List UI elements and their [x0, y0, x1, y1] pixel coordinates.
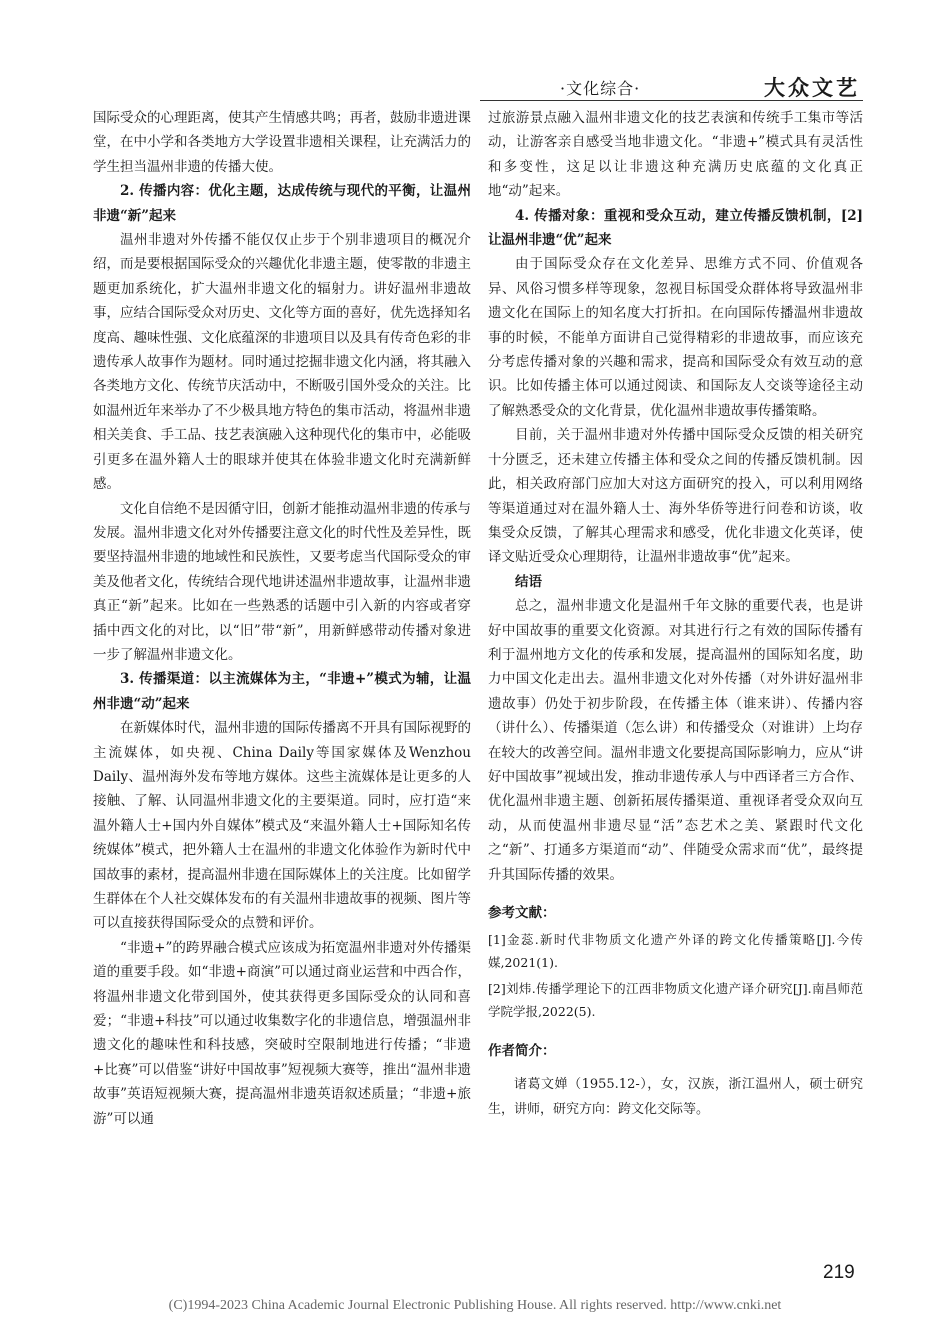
paragraph: 作者简介：: [488, 1043, 556, 1060]
reference-item: [1]金蕊.新时代非物质文化遗产外译的跨文化传播策略[J].今传媒,2021(1).: [488, 932, 863, 971]
section-heading: 2. 传播内容：优化主题，达成传统与现代的平衡，让温州非遗“新”起来: [93, 183, 471, 224]
section-heading: 4. 传播对象：重视和受众互动，建立传播反馈机制，[2]让温州非遗“优”起来: [488, 207, 863, 249]
copyright-footer: (C)1994-2023 China Academic Journal Electronic Publishing House. All rights reserved. http://www.cnki.net: [168, 1298, 782, 1313]
paragraph: “非遗+”的跨界融合模式应该成为拓宽温州非遗对外传播渠道的重要手段。如“非遗+商演”可以通过商业运营和中西合作，将温州非遗文化带到国外，使其获得更多国际受众的认同和喜爱；“非遗+科技”可以通过收集数字化的非遗信息，增强温州非遗文化的趣味性和科技感，突破时空限制地进行传播；“非遗+比赛”可以借鉴“讲好中国故事”短视频大赛等，推出“温州非遗故事”英语短视频大赛，提高温州非遗英语叙述质量；“非遗+旅游”可以通: [93, 939, 471, 1127]
paragraph: 总之，温州非遗文化是温州千年文脉的重要代表，也是讲好中国故事的重要文化资源。对其进行行之有效的国际传播有利于温州地方文化的传承和发展，提高温州的国际知名度，助力中国文化走出去。温州非遗文化对外传播（对外讲好温州非遗故事）仍处于初步阶段，在传播主体（谁来讲）、传播内容（讲什么）、传播渠道（怎么讲）和传播受众（对谁讲）上均存在较大的改善空间。温州非遗文化要提高国际影响力，应从“讲好中国故事”视域出发，推动非遗传承人与中西译者三方合作、优化温州非遗主题、创新拓展传播渠道、重视译者受众双向互动，从而使温州非遗尽显“活”态艺术之美、紧跟时代文化之“新”、打通多方渠道而“动”、伴随受众需求而“优”，最终提升其国际传播的效果。: [488, 598, 863, 883]
left-column: [93, 106, 471, 1131]
reference-item: 参考文献：: [488, 905, 556, 921]
section-heading: 3. 传播渠道：以主流媒体为主，“非遗+”模式为辅，让温州非遗“动”起来: [93, 671, 471, 712]
magazine-title: 大众文艺: [764, 75, 860, 100]
section-label: ·文化综合·: [560, 79, 641, 98]
page-number: 219: [823, 1262, 855, 1283]
header-rule: [480, 100, 863, 101]
reference-item: [2]刘炜.传播学理论下的江西非物质文化遗产译介研究[J].南昌师范学院学报,2022(5).: [488, 981, 863, 1020]
paragraph: 过旅游景点融入温州非遗文化的技艺表演和传统手工集市等活动，让游客亲自感受当地非遗文化。“非遗+”模式具有灵活性和多变性，这足以让非遗这种充满历史底蕴的文化真正地“动”起来。: [488, 110, 863, 200]
paragraph: 在新媒体时代，温州非遗的国际传播离不开具有国际视野的主流媒体，如央视、China Daily等国家媒体及Wenzhou Daily、温州海外发布等地方媒体。这些主流媒体是让更多的人接触、了解、认同温州非遗文化的主要渠道。同时，应打造“来温外籍人士+国内外自媒体”模式及“来温外籍人士+国际知名传统媒体”模式，把外籍人士在温州的非遗文化体验作为新时代中国故事的素材，提高温州非遗在国际媒体上的关注度。比如留学生群体在个人社交媒体发布的有关温州非遗故事的视频、图片等可以直接获得国际受众的点赞和评价。: [93, 720, 471, 932]
paragraph: 诸葛文婵（1955.12-），女，汉族，浙江温州人，硕士研究生，讲师，研究方向：跨文化交际等。: [488, 1076, 863, 1117]
paragraph: 文化自信绝不是因循守旧，创新才能推动温州非遗的传承与发展。温州非遗文化对外传播要注意文化的时代性及差异性，既要坚持温州非遗的地域性和民族性，又要考虑当代国际受众的审美及他者文化，传统结合现代地讲述温州非遗故事，让温州非遗真正“新”起来。比如在一些熟悉的话题中引入新的内容或者穿插中西文化的对比，以“旧”带“新”，用新鲜感带动传播对象进一步了解温州非遗文化。: [93, 500, 471, 663]
right-column: [488, 106, 863, 1122]
section-heading: 结语: [515, 573, 542, 590]
paragraph: 由于国际受众存在文化差异、思维方式不同、价值观各异、风俗习惯多样等现象，忽视目标国受众群体将导致温州非遗文化在国际上的知名度大打折扣。在向国际传播温州非遗故事的时候，不能单方面讲自己觉得精彩的非遗故事，而应该充分考虑传播对象的兴趣和需求，提高和国际受众有效互动的意识。比如传播主体可以通过阅读、和国际友人交谈等途径主动了解熟悉受众的文化背景，优化温州非遗故事传播策略。: [488, 256, 863, 419]
paragraph: 国际受众的心理距离，使其产生情感共鸣；再者，鼓励非遗进课堂，在中小学和各类地方大学设置非遗相关课程，让充满活力的学生担当温州非遗的传播大使。: [93, 110, 471, 175]
paragraph: 温州非遗对外传播不能仅仅止步于个别非遗项目的概况介绍，而是要根据国际受众的兴趣优化非遗主题，使零散的非遗主题更加系统化，扩大温州非遗文化的辐射力。讲好温州非遗故事，应结合国际受众对历史、文化等方面的喜好，优先选择知名度高、趣味性强、文化底蕴深的非遗项目以及具有传奇色彩的非遗传承人故事作为题材。同时通过挖掘非遗文化内涵，将其融入各类地方文化、传统节庆活动中，不断吸引国外受众的关注。比如温州近年来举办了不少极具地方特色的集市活动，将温州非遗相关美食、手工品、技艺表演融入这种现代化的集市中，必能吸引更多在温外籍人士的眼球并使其在体验非遗文化时充满新鲜感。: [93, 232, 471, 493]
running-header: [560, 74, 860, 102]
paragraph: 目前，关于温州非遗对外传播中国际受众反馈的相关研究十分匮乏，还未建立传播主体和受众之间的传播反馈机制。因此，相关政府部门应加大对这方面研究的投入，可以利用网络等渠道通过对在温外籍人士、海外华侨等进行问卷和访谈，收集受众反馈，了解其心理需求和感受，优化非遗文化英译，使译文贴近受众心理期待，让温州非遗故事“优”起来。: [488, 427, 863, 566]
